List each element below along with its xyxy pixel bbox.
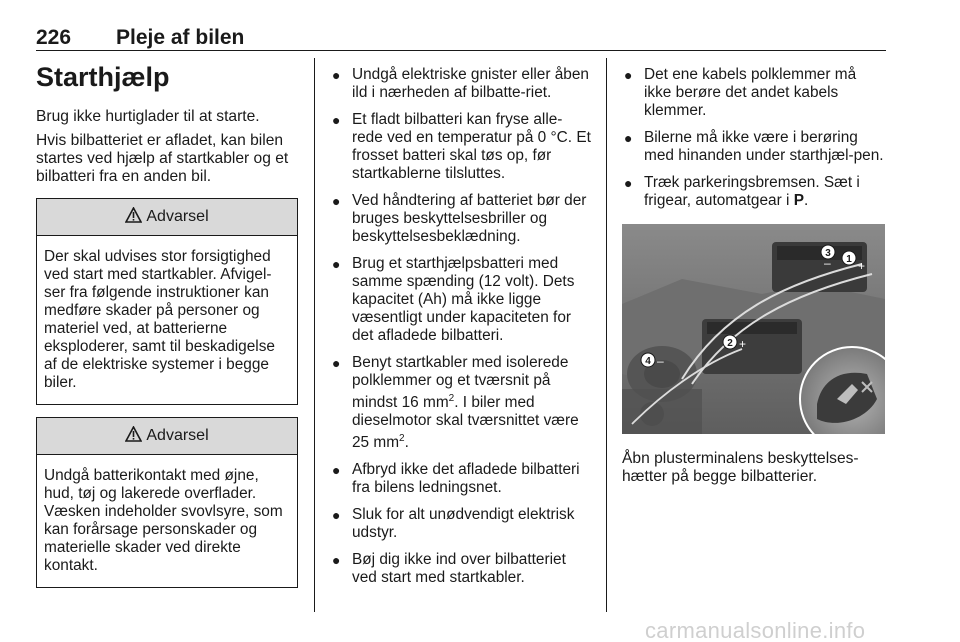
list-item: ● Undgå elektriske gnister eller åben ild i nærheden af bilbatte-riet. [332, 66, 589, 101]
svg-text:+: + [858, 259, 866, 273]
warning-header [37, 418, 297, 455]
svg-text:1: 1 [846, 254, 852, 265]
bullet-list [330, 66, 592, 587]
list-item: ● Det ene kabels polklemmer må ikke berøre det andet kabels klemmer. [624, 66, 857, 119]
watermark: carmanualsonline.info [645, 618, 866, 642]
svg-text:–: – [657, 354, 664, 368]
svg-text:2: 2 [727, 338, 733, 349]
warning-box-2 [36, 417, 298, 588]
svg-text:3: 3 [825, 248, 831, 259]
column-divider [606, 58, 607, 612]
warning-text: Der skal udvises stor forsigtighed ved start med startkabler. Afvigel-ser fra følgende instruktioner kan medføre skader på personer og materiel ved, at batterierne eksploderer, samt til beskadigelse af de elektriske systemer i begge biler. [44, 248, 275, 391]
svg-text:–: – [824, 256, 831, 270]
page-number: 226 [36, 26, 72, 49]
warning-triangle-icon [125, 426, 142, 447]
list-item: ● Sluk for alt unødvendigt elektrisk udstyr. [332, 506, 575, 542]
list-item: ● Træk parkeringsbremsen. Sæt i frigear, automatgear i P. [624, 174, 860, 209]
column-right [622, 58, 887, 492]
warning-box-1 [36, 198, 298, 405]
column-divider [314, 58, 315, 612]
figure-caption: Åbn plusterminalens beskyttelses-hætter på begge bilbatterier. [622, 450, 859, 485]
intro-paragraph-2: Hvis bilbatteriet er afladet, kan bilen startes ved hjælp af startkabler og et bilbatteri fra en anden bil. [36, 132, 289, 185]
list-item: ● Ved håndtering af batteriet bør der bruges beskyttelsesbriller og beskyttelsesbeklædning. [332, 192, 587, 245]
section-title: Starthjælp [36, 62, 170, 92]
header-rule [36, 50, 886, 51]
intro-paragraph-1: Brug ikke hurtiglader til at starte. [36, 108, 260, 125]
column-middle [330, 58, 592, 596]
chapter-title: Pleje af bilen [116, 26, 245, 49]
list-item: ● Bøj dig ikke ind over bilbatteriet ved start med startkabler. [332, 551, 566, 587]
list-item: ● Et fladt bilbatteri kan fryse alle-rede ved en temperatur på 0 °C. Et frosset batteri skal tøs op, før startkablerne tilsluttes. [332, 111, 591, 182]
engine-bay-photo [622, 224, 885, 434]
list-item: ● Bilerne må ikke være i berøring med hinanden under starthjæl-pen. [624, 129, 884, 164]
list-item: ● Afbryd ikke det afladede bilbatteri fra bilens ledningsnet. [332, 461, 580, 497]
warning-header [37, 199, 297, 236]
warning-triangle-icon [125, 207, 142, 228]
callout-marker [641, 353, 664, 368]
list-item: ● Brug et starthjælpsbatteri med samme spænding (12 volt). Dets kapacitet (Ah) må ikke ligge væsentligt under kapaciteten for det afladede bilbatteri. [332, 255, 575, 344]
warning-heading: Advarsel [146, 208, 209, 225]
column-left [36, 58, 298, 588]
warning-heading: Advarsel [146, 427, 209, 444]
bullet-list [622, 66, 887, 210]
svg-text:+: + [739, 337, 747, 351]
warning-text: Undgå batterikontakt med øjne, hud, tøj og lakerede overflader. Væsken indeholder svovlsyre, som kan forårsage personskader og materielle skader ved direkte kontakt. [44, 467, 283, 574]
list-item: ● Benyt startkabler med isolerede polklemmer og et tværsnit på mindst 16 $mm^2$. I biler med dieselmotor skal tværsnittet være 25 $mm^2$. [332, 354, 579, 452]
svg-text:4: 4 [645, 356, 651, 367]
page-header [36, 26, 886, 52]
